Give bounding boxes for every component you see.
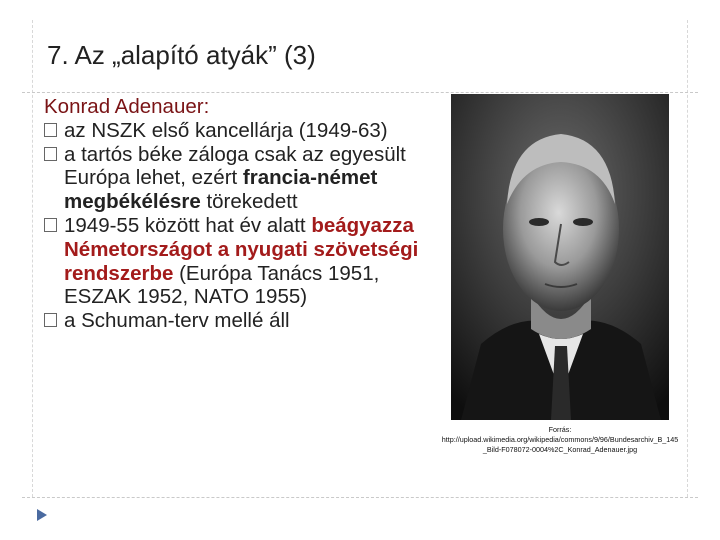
slide-body bbox=[44, 95, 424, 333]
bullet-text: francia-német megbékélésre bbox=[64, 166, 378, 214]
bullet-text: beágyazza Németországot a nyugati szövetségi rendszerbe bbox=[64, 213, 419, 285]
title-divider bbox=[22, 92, 698, 93]
credit-label: Forrás: bbox=[548, 425, 572, 434]
image-credit bbox=[440, 425, 680, 455]
bullet-text: törekedett bbox=[200, 190, 298, 214]
bullet-text: a tartós béke záloga csak az egyesült Európa lehet, ezért bbox=[64, 142, 406, 190]
bullet-text: (Európa Tanács 1951, ESZAK 1952, NATO 1955) bbox=[64, 261, 380, 309]
slide-title: 7. Az „alapító atyák” (3) bbox=[47, 40, 316, 70]
bullet-text: az NSZK első kancellárja (1949-63) bbox=[64, 118, 388, 142]
square-bullet-icon bbox=[44, 218, 57, 232]
bullet-item bbox=[44, 309, 424, 333]
bullet-item bbox=[44, 119, 424, 143]
square-bullet-icon bbox=[44, 123, 57, 137]
bullet-text: a Schuman-terv mellé áll bbox=[64, 309, 290, 333]
bullet-item bbox=[44, 214, 424, 309]
bullet-list bbox=[44, 119, 424, 333]
portrait-image bbox=[451, 94, 669, 420]
square-bullet-icon bbox=[44, 147, 57, 161]
bullet-text: 1949-55 között hat év alatt bbox=[64, 213, 312, 237]
square-bullet-icon bbox=[44, 313, 57, 327]
triangle-arrow-icon[interactable] bbox=[36, 508, 48, 522]
footer-divider bbox=[22, 497, 698, 498]
credit-url[interactable]: http://upload.wikimedia.org/wikipedia/commons/9/96/Bundesarchiv_B_145_Bild-F078072-0004%2C_Konrad_Adenauer.jpg bbox=[441, 435, 679, 454]
section-heading: Konrad Adenauer: bbox=[44, 95, 210, 118]
portrait-photo bbox=[451, 94, 669, 420]
bullet-item bbox=[44, 143, 424, 214]
